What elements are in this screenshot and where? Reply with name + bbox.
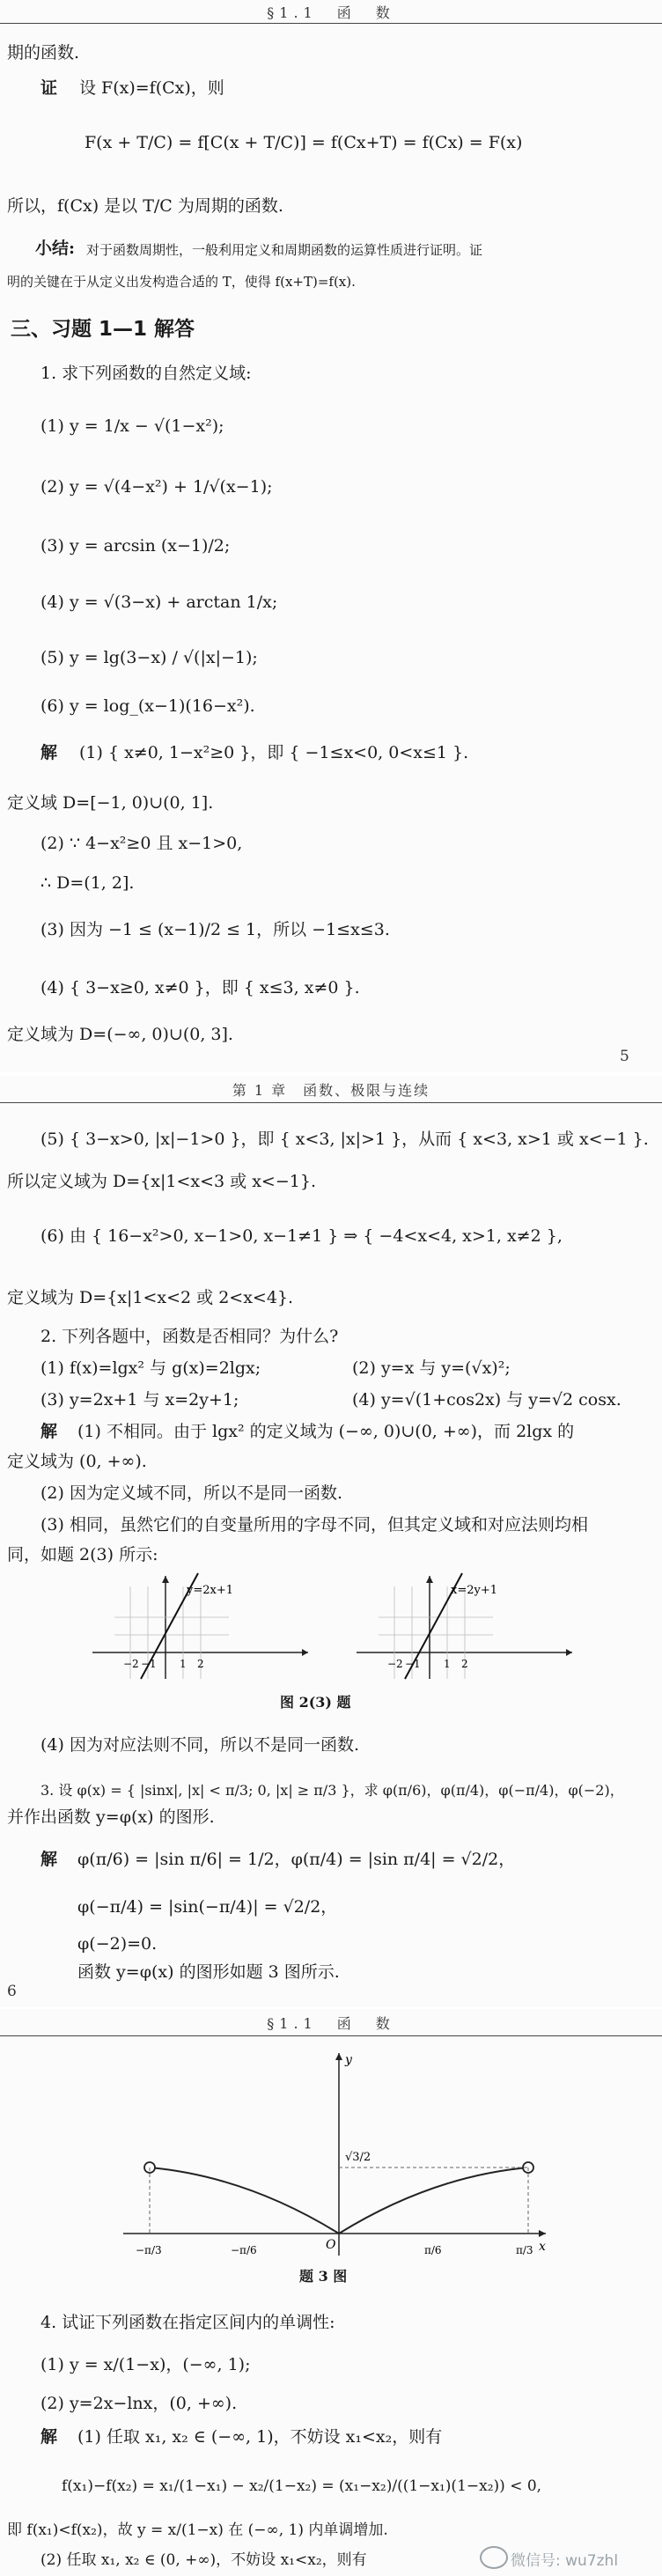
fig3-origin-label: O	[326, 2238, 336, 2252]
page-number: 5	[620, 1048, 629, 1065]
solution-label: 解	[40, 1850, 58, 1869]
solution-5-domain: 所以定义域为 D={x|1<x<3 或 x<−1}.	[7, 1172, 316, 1191]
fig2-left-label: y=2x+1	[187, 1584, 234, 1597]
q3-solution-1: φ(π/6) = |sin π/6| = 1/2，φ(π/4) = |sin π/4| = √2/2，	[77, 1850, 516, 1869]
q2-solution-1: (1) 不相同。由于 lgx² 的定义域为 (−∞, 0)∪(0, +∞)，而 2lgx 的	[77, 1422, 575, 1441]
page-2	[0, 1076, 662, 1831]
fig2-tick: 1	[180, 1658, 187, 1670]
solution-label: 解	[40, 2427, 58, 2447]
q1-item-5: (5) y = lg(3−x) / √(|x|−1);	[40, 648, 258, 667]
header-rule	[0, 1102, 662, 1103]
summary-text: 对于函数周期性，一般利用定义和周期函数的运算性质进行证明。证	[86, 242, 483, 258]
page-number: 6	[7, 1983, 17, 2000]
q1-item-1: (1) y = 1/x − √(1−x²);	[40, 416, 224, 436]
q2-item-2: (2) y=x 与 y=(√x)²;	[352, 1358, 511, 1378]
fig3-tick: −π/3	[136, 2244, 162, 2256]
running-header: §1.1 函 数	[267, 4, 395, 21]
q2-solution-2: (2) 因为定义域不同，所以不是同一函数.	[40, 1483, 342, 1503]
q1-item-6: (6) y = log_(x−1)(16−x²).	[40, 696, 255, 716]
fig3-y-value-label: √3/2	[345, 2151, 371, 2164]
q4-item-1: (1) y = x/(1−x)，(−∞, 1);	[40, 2355, 251, 2374]
solution-2a: (2) ∵ 4−x²≥0 且 x−1>0,	[40, 834, 243, 853]
summary-label: 小结:	[35, 239, 76, 258]
figure-2-3	[88, 1569, 581, 1683]
q1-item-3: (3) y = arcsin (x−1)/2;	[40, 536, 231, 556]
fig3-tick: π/3	[516, 2244, 533, 2256]
q2-item-4: (4) y=√(1+cos2x) 与 y=√2 cosx.	[352, 1390, 622, 1409]
page-1	[0, 0, 662, 1072]
fig2-tick: 2	[461, 1658, 468, 1670]
solution-6-domain: 定义域为 D={x|1<x<2 或 2<x<4}.	[7, 1288, 294, 1307]
solution-3: (3) 因为 −1 ≤ (x−1)/2 ≤ 1，所以 −1≤x≤3.	[40, 920, 390, 939]
fig3-axis-label: y	[345, 2053, 352, 2067]
running-header: 第 1 章 函数、极限与连续	[232, 1082, 430, 1099]
q1-item-2: (2) y = √(4−x²) + 1/√(x−1);	[40, 477, 273, 497]
q2-solution-4: (4) 因为对应法则不同，所以不是同一函数.	[40, 1735, 359, 1755]
q4-conclusion: 即 f(x₁)<f(x₂)，故 y = x/(1−x) 在 (−∞, 1) 内单调增加.	[7, 2521, 388, 2539]
q3-solution-2: φ(−π/4) = |sin(−π/4)| = √2/2，	[77, 1897, 338, 1917]
q3-solution-3: φ(−2)=0.	[77, 1934, 158, 1954]
section-title: 三、习题 1—1 解答	[11, 318, 195, 341]
fig2-tick: −1	[141, 1658, 157, 1670]
fig2-tick: −1	[405, 1658, 421, 1670]
fig2-left-graph	[92, 1573, 308, 1679]
question-3-b: 并作出函数 y=φ(x) 的图形.	[7, 1807, 215, 1827]
q2-item-3: (3) y=2x+1 与 x=2y+1;	[40, 1390, 239, 1409]
question-1: 1. 求下列函数的自然定义域:	[40, 364, 252, 383]
solution-4-domain: 定义域为 D=(−∞, 0)∪(0, 3].	[7, 1025, 233, 1044]
text-line: 期的函数.	[7, 43, 80, 63]
question-3: 3. 设 φ(x) = { |sinx|, |x| < π/3; 0, |x| ≥ π/3 }，求 φ(π/6)，φ(π/4)，φ(−π/4)，φ(−2)，	[40, 1782, 624, 1799]
fig3-tick: −π/6	[231, 2244, 257, 2256]
solution-label: 解	[40, 743, 58, 762]
figure-3	[114, 2044, 555, 2260]
fig2-tick: 2	[197, 1658, 204, 1670]
wechat-icon	[480, 2546, 508, 2569]
watermark: 微信号: wu7zhl	[511, 2552, 619, 2570]
q4-solution-2: (2) 任取 x₁, x₂ ∈ (0, +∞)，不妨设 x₁<x₂，则有	[40, 2551, 367, 2569]
fig3-tick: π/6	[424, 2244, 442, 2256]
fig3-axis-label: x	[539, 2240, 546, 2254]
conclusion-text: 所以，f(Cx) 是以 T/C 为周期的函数.	[7, 196, 283, 216]
q2-solution-3: (3) 相同，虽然它们的自变量所用的字母不同，但其定义域和对应法则均相	[40, 1515, 588, 1535]
solution-label: 解	[40, 1422, 58, 1441]
question-4: 4. 试证下列函数在指定区间内的单调性:	[40, 2313, 335, 2332]
page-3	[0, 2009, 662, 2576]
solution-6: (6) 由 { 16−x²>0, x−1>0, x−1≠1 } ⇒ { −4<x<4, x>1, x≠2 },	[40, 1226, 563, 1246]
proof-equation: F(x + T/C) = f[C(x + T/C)] = f(Cx+T) = f(Cx) = F(x)	[85, 133, 523, 152]
figure-3-caption: 题 3 图	[299, 2268, 348, 2285]
solution-4: (4) { 3−x≥0, x≠0 }，即 { x≤3, x≠0 }.	[40, 978, 360, 997]
summary-text-2: 明的关键在于从定义出发构造合适的 T，使得 f(x+T)=f(x).	[7, 274, 356, 290]
q2-solution-1b: 定义域为 (0, +∞).	[7, 1452, 147, 1471]
q4-solution-1: (1) 任取 x₁, x₂ ∈ (−∞, 1)，不妨设 x₁<x₂，则有	[77, 2427, 443, 2447]
fig2-tick: −2	[123, 1658, 139, 1670]
figure-2-caption: 图 2(3) 题	[280, 1694, 351, 1711]
q1-item-4: (4) y = √(3−x) + arctan 1/x;	[40, 592, 278, 612]
question-2: 2. 下列各题中，函数是否相同？为什么?	[40, 1327, 339, 1346]
header-rule	[0, 2035, 662, 2036]
header-rule	[0, 23, 662, 24]
q2-item-1: (1) f(x)=lgx² 与 g(x)=2lgx;	[40, 1358, 261, 1378]
q3-solution-4: 函数 y=φ(x) 的图形如题 3 图所示.	[77, 1962, 340, 1982]
solution-5: (5) { 3−x>0, |x|−1>0 }，即 { x<3, |x|>1 }，从而 { x<3, x>1 或 x<−1 }.	[40, 1130, 649, 1149]
fig2-tick: −2	[387, 1658, 403, 1670]
proof-text: 设 F(x)=f(Cx)，则	[79, 78, 224, 98]
page-2-cont	[0, 1831, 662, 2007]
fig2-tick: 1	[444, 1658, 451, 1670]
q4-item-2: (2) y=2x−lnx，(0, +∞).	[40, 2394, 238, 2413]
q2-solution-3b: 同，如题 2(3) 所示:	[7, 1545, 158, 1564]
fig2-right-label: x=2y+1	[451, 1584, 498, 1597]
proof-label: 证	[40, 78, 58, 98]
solution-1: (1) { x≠0, 1−x²≥0 }，即 { −1≤x<0, 0<x≤1 }.	[79, 743, 469, 762]
q4-equation: f(x₁)−f(x₂) = x₁/(1−x₁) − x₂/(1−x₂) = (x₁−x₂)/((1−x₁)(1−x₂)) < 0,	[62, 2477, 542, 2495]
fig2-right-graph	[357, 1573, 572, 1679]
running-header: §1.1 函 数	[267, 2015, 395, 2032]
solution-1-domain: 定义域 D=[−1, 0)∪(0, 1].	[7, 793, 214, 813]
solution-2b: ∴ D=(1, 2].	[40, 873, 135, 893]
